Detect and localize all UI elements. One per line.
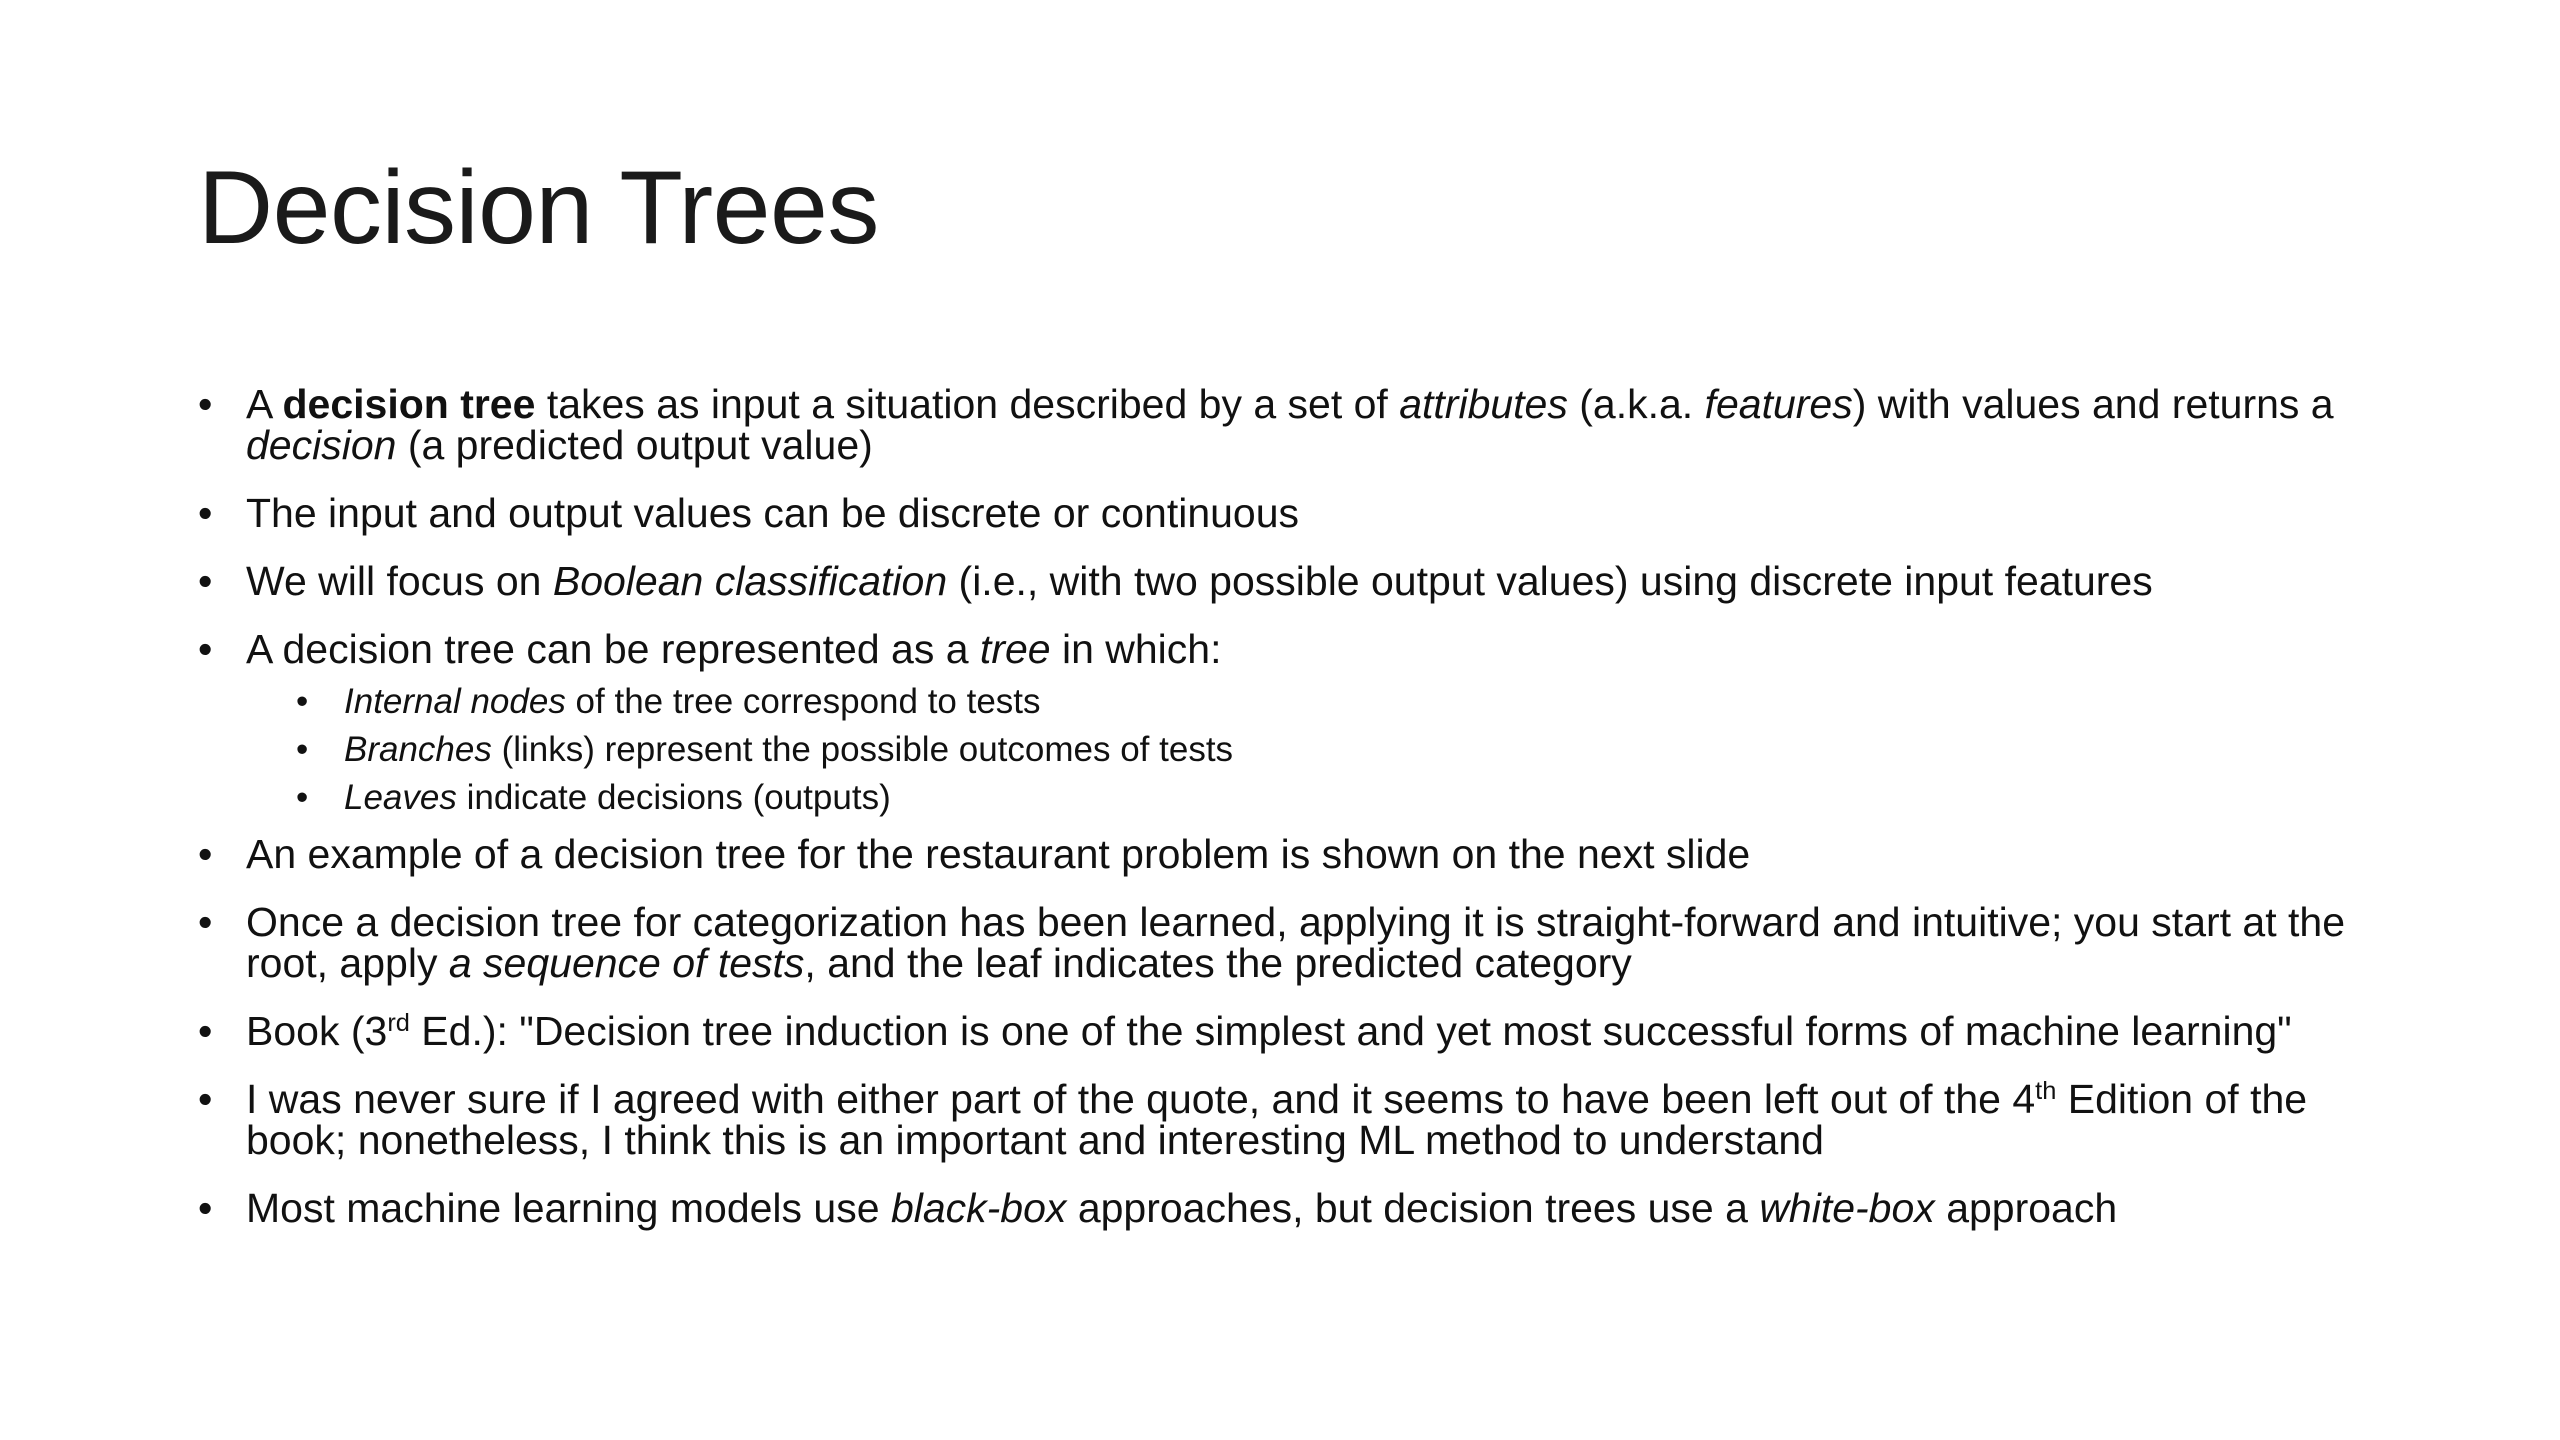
slide-title: Decision Trees <box>198 150 879 266</box>
bullet-list <box>198 381 2398 1256</box>
bullet-quote-opinion: • I was never sure if I agreed with either part of the quote, and it seems to have been left out of the 4th Edition of the book; nonetheless, I think this is an important and interesting ML method to understand <box>198 1079 2398 1161</box>
sub-bullet-leaves: • Leaves indicate decisions (outputs) <box>296 774 2398 822</box>
term-features: features <box>1704 381 1853 427</box>
sub-bullet-branches: • Branches (links) represent the possible outcomes of tests <box>296 726 2398 774</box>
bullet-boolean-classification: • We will focus on Boolean classification (i.e., with two possible output values) using discrete input features <box>198 561 2398 602</box>
bullet-tree-representation: • A decision tree can be represented as a tree in which: • Internal nodes of the tree correspond to tests • Branches (links) represent the possible outcomes of tests • Leaves indicate decisions (outputs) <box>198 629 2398 822</box>
bullet-decision-tree-definition: • A decision tree takes as input a situation described by a set of attributes (a.k.a. features) with values and returns a decision (a predicted output value) <box>198 384 2398 466</box>
bullet-input-output-values: • The input and output values can be discrete or continuous <box>198 493 2398 534</box>
bullet-white-box: • Most machine learning models use black-box approaches, but decision trees use a white-box approach <box>198 1188 2398 1229</box>
term-white-box: white-box <box>1759 1185 1935 1231</box>
term-decision-tree: decision tree <box>282 381 536 427</box>
bullet-book-quote: • Book (3rd Ed.): "Decision tree induction is one of the simplest and yet most successful forms of machine learning" <box>198 1011 2398 1052</box>
term-tree: tree <box>979 626 1051 672</box>
bullet-applying-tree: • Once a decision tree for categorization has been learned, applying it is straight-forward and intuitive; you start at the root, apply a sequence of tests, and the leaf indicates the predicted category <box>198 902 2398 984</box>
term-sequence-of-tests: a sequence of tests <box>448 940 805 986</box>
sub-bullet-internal-nodes: • Internal nodes of the tree correspond to tests <box>296 678 2398 726</box>
term-decision: decision <box>246 422 397 468</box>
sub-bullet-list <box>296 678 2398 822</box>
term-black-box: black-box <box>890 1185 1067 1231</box>
term-boolean-classification: Boolean classification <box>552 558 948 604</box>
term-attributes: attributes <box>1399 381 1568 427</box>
bullet-restaurant-example: • An example of a decision tree for the restaurant problem is shown on the next slide <box>198 834 2398 875</box>
